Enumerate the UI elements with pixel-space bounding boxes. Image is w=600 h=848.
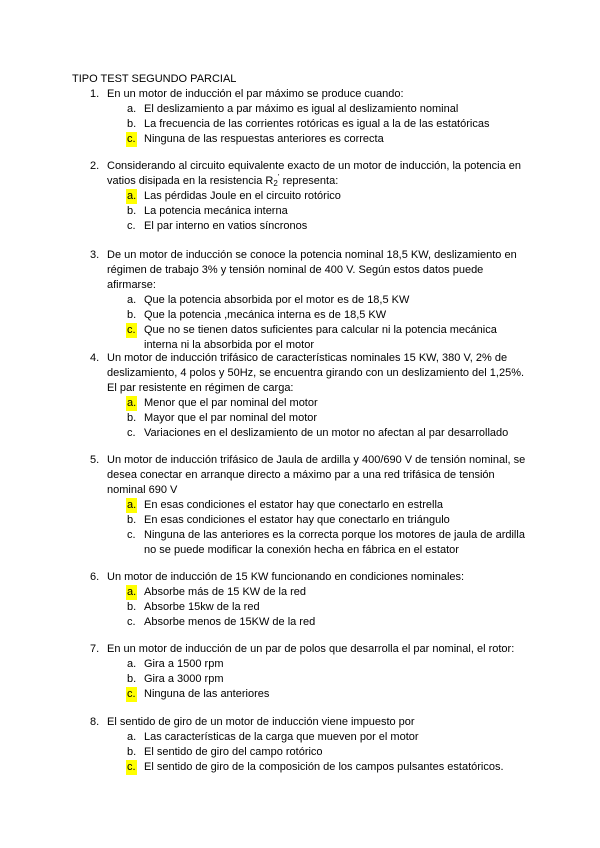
question-text: 5. Un motor de inducción trifásico de Jaula de ardilla y 400/690 V de tensión nominal, se desea conectar en arranque directo a máximo par a una red trifásica de tensión nominal 690 V xyxy=(90,454,526,496)
question-4 xyxy=(72,351,532,441)
option-c-highlighted: c. El sentido de giro de la composición de los campos pulsantes estatóricos. xyxy=(127,761,504,773)
option-c: c. Variaciones en el deslizamiento de un motor no afectan al par desarrollado xyxy=(127,427,509,439)
option-b: b. Absorbe 15kw de la red xyxy=(127,601,260,613)
question-text: 8. El sentido de giro de un motor de inducción viene impuesto por xyxy=(90,716,415,728)
option-c: c. Ninguna de las anteriores es la correcta porque los motores de jaula de ardilla no se puede modificar la conexión hecha en fábrica en el estator xyxy=(127,529,525,556)
option-a: a. Gira a 1500 rpm xyxy=(127,658,224,670)
option-b: b. Que la potencia ,mecánica interna es de 18,5 KW xyxy=(127,309,387,321)
highlighted-answer-label: c. xyxy=(127,761,136,773)
option-c-highlighted: c. Ninguna de las anteriores xyxy=(127,688,270,700)
option-a-highlighted: a. En esas condiciones el estator hay que conectarlo en estrella xyxy=(127,499,444,511)
question-number: 2. xyxy=(90,160,100,172)
option-b: b. Mayor que el par nominal del motor xyxy=(127,412,318,424)
option-a-highlighted: a. Menor que el par nominal del motor xyxy=(127,397,318,409)
highlighted-answer-label: c. xyxy=(127,688,136,700)
option-a-highlighted: a. Absorbe más de 15 KW de la red xyxy=(127,586,307,598)
question-text: 1. En un motor de inducción el par máximo se produce cuando: xyxy=(90,88,404,100)
option-a: a. Que la potencia absorbida por el motor es de 18,5 KW xyxy=(127,294,410,306)
page-title: TIPO TEST SEGUNDO PARCIAL xyxy=(72,73,237,85)
highlighted-answer-label: a. xyxy=(127,190,137,202)
option-a: a. Las características de la carga que mueven por el motor xyxy=(127,731,419,743)
option-c-highlighted: c. Ninguna de las respuestas anteriores es correcta xyxy=(127,133,384,145)
question-text: 7. En un motor de inducción de un par de polos que desarrolla el par nominal, el rotor: xyxy=(90,643,515,655)
option-b: b. La potencia mecánica interna xyxy=(127,205,288,217)
question-2 xyxy=(72,159,532,234)
question-number: 6. xyxy=(90,571,100,583)
option-c: c. El par interno en vatios síncronos xyxy=(127,220,308,232)
question-7 xyxy=(72,642,532,702)
question-number: 7. xyxy=(90,643,100,655)
option-b: b. La frecuencia de las corrientes rotóricas es igual a la de las estatóricas xyxy=(127,118,490,130)
option-a-highlighted: a. Las pérdidas Joule en el circuito rotórico xyxy=(127,190,341,202)
question-number: 4. xyxy=(90,352,100,364)
option-c: c. Absorbe menos de 15KW de la red xyxy=(127,616,316,628)
option-a: a. El deslizamiento a par máximo es igual al deslizamiento nominal xyxy=(127,103,459,115)
question-number: 8. xyxy=(90,716,100,728)
highlighted-answer-label: c. xyxy=(127,133,136,145)
question-text: 6. Un motor de inducción de 15 KW funcionando en condiciones nominales: xyxy=(90,571,465,583)
question-6 xyxy=(72,570,532,630)
option-b: b. El sentido de giro del campo rotórico xyxy=(127,746,323,758)
question-text: 2. Considerando al circuito equivalente exacto de un motor de inducción, la potencia en vatios disipada en la resistencia $R_2^’$ representa: xyxy=(90,160,521,188)
question-text: 4. Un motor de inducción trifásico de características nominales 15 KW, 380 V, 2% de deslizamiento, 4 polos y 50Hz, se encuentra girando con un deslizamiento del 1,25%. El par resistente en régimen de carga: xyxy=(90,352,525,394)
highlighted-answer-label: a. xyxy=(127,397,137,409)
question-8 xyxy=(72,715,532,775)
question-number: 1. xyxy=(90,88,100,100)
question-text: 3. De un motor de inducción se conoce la potencia nominal 18,5 KW, deslizamiento en régimen de trabajo 3% y tensión nominal de 400 V. Según estos datos puede afirmarse: xyxy=(90,249,517,291)
option-c-highlighted: c. Que no se tienen datos suficientes para calcular ni la potencia mecánica interna ni la absorbida por el motor xyxy=(127,324,497,351)
question-5 xyxy=(72,453,532,558)
question-1 xyxy=(72,87,532,147)
question-3 xyxy=(72,248,532,353)
option-b: b. Gira a 3000 rpm xyxy=(127,673,224,685)
highlighted-answer-label: a. xyxy=(127,499,137,511)
highlighted-answer-label: c. xyxy=(127,324,136,336)
question-number: 3. xyxy=(90,249,100,261)
question-number: 5. xyxy=(90,454,100,466)
option-b: b. En esas condiciones el estator hay que conectarlo en triángulo xyxy=(127,514,450,526)
highlighted-answer-label: a. xyxy=(127,586,137,598)
